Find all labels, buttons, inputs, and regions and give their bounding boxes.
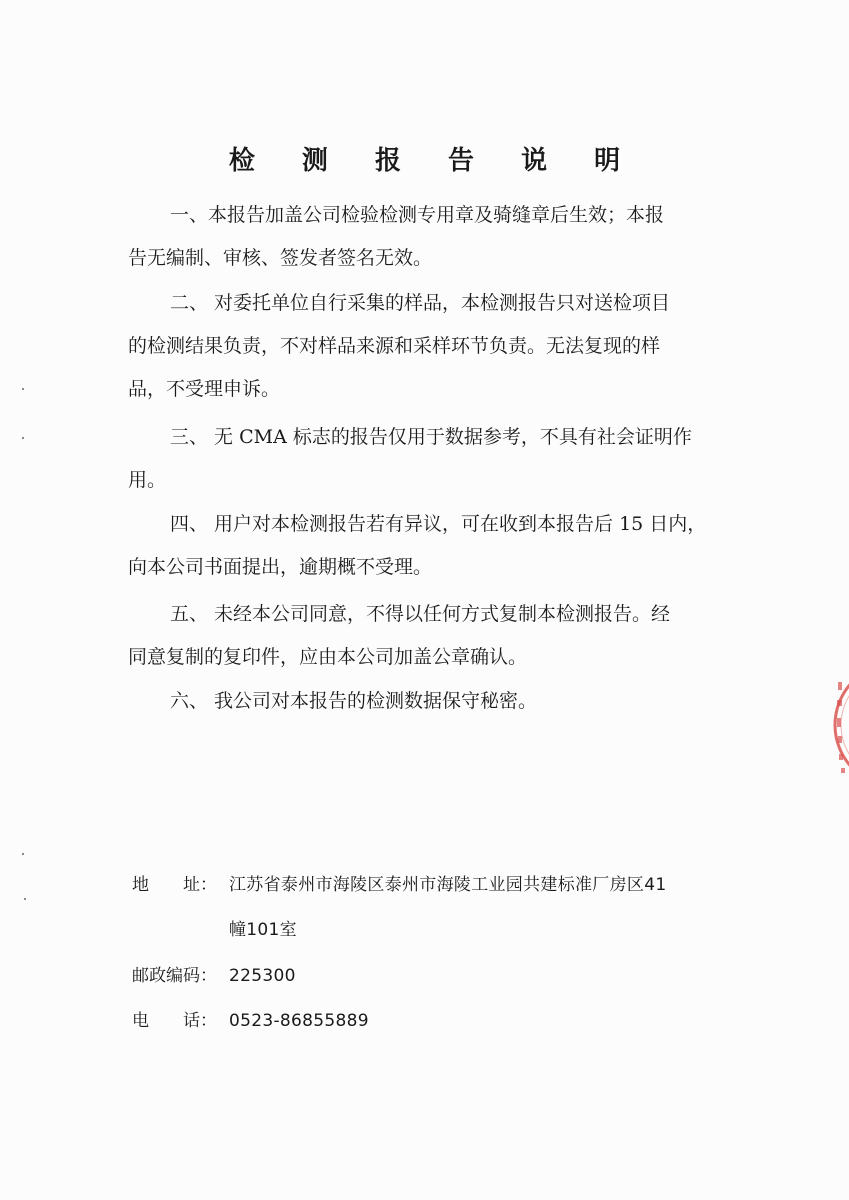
address-label: 地 址：: [132, 875, 217, 895]
scan-speck: [22, 437, 24, 439]
clause-3-line-1: 三、 无 CMA 标志的报告仅用于数据参考，不具有社会证明作: [170, 426, 692, 448]
address-value-line-2: 幢101室: [229, 920, 297, 940]
clause-6: [128, 680, 748, 723]
clause-1-line-2: 告无编制、审核、签发者签名无效。: [128, 247, 433, 269]
phone-value: 0523-86855889: [229, 1011, 369, 1031]
clause-1-line-1: 一、本报告加盖公司检验检测专用章及骑缝章后生效；本报: [170, 204, 665, 226]
seal-graphic: [829, 660, 849, 790]
clause-5-line-1: 五、 未经本公司同意，不得以任何方式复制本检测报告。经: [170, 603, 671, 625]
clause-3-line-2: 用。: [128, 469, 167, 491]
postcode-value: 225300: [229, 966, 296, 986]
scan-speck: [22, 853, 24, 855]
scan-speck: [24, 898, 26, 900]
clause-2-line-3: 品，不受理申诉。: [128, 378, 281, 400]
clause-2: [128, 282, 748, 411]
document-title: 检 测 报 告 说 明: [228, 146, 640, 176]
clause-5: [128, 593, 748, 679]
address-continuation: [229, 915, 297, 940]
postcode-row: [132, 961, 296, 986]
clause-2-line-2: 的检测结果负责，不对样品来源和采样环节负责。无法复现的样: [128, 335, 661, 357]
clause-1: [128, 194, 748, 280]
clause-2-line-1: 二、 对委托单位自行采集的样品，本检测报告只对送检项目: [170, 292, 671, 314]
phone-label: 电 话：: [132, 1011, 217, 1031]
clause-4-line-1: 四、 用户对本检测报告若有异议，可在收到本报告后 15 日内，: [170, 513, 707, 535]
clause-4-line-2: 向本公司书面提出，逾期概不受理。: [128, 556, 433, 578]
clause-3: [128, 416, 748, 502]
address-row: [132, 870, 666, 895]
scan-speck: [22, 388, 24, 390]
clause-6-line-1: 六、 我公司对本报告的检测数据保守秘密。: [170, 690, 538, 712]
phone-row: [132, 1006, 369, 1031]
postcode-label: 邮政编码：: [132, 966, 217, 986]
address-value: 江苏省泰州市海陵区泰州市海陵工业园共建标准厂房区41: [229, 875, 667, 895]
clause-4: [128, 503, 748, 589]
official-seal-edge: [829, 660, 849, 790]
clause-5-line-2: 同意复制的复印件，应由本公司加盖公章确认。: [128, 646, 528, 668]
